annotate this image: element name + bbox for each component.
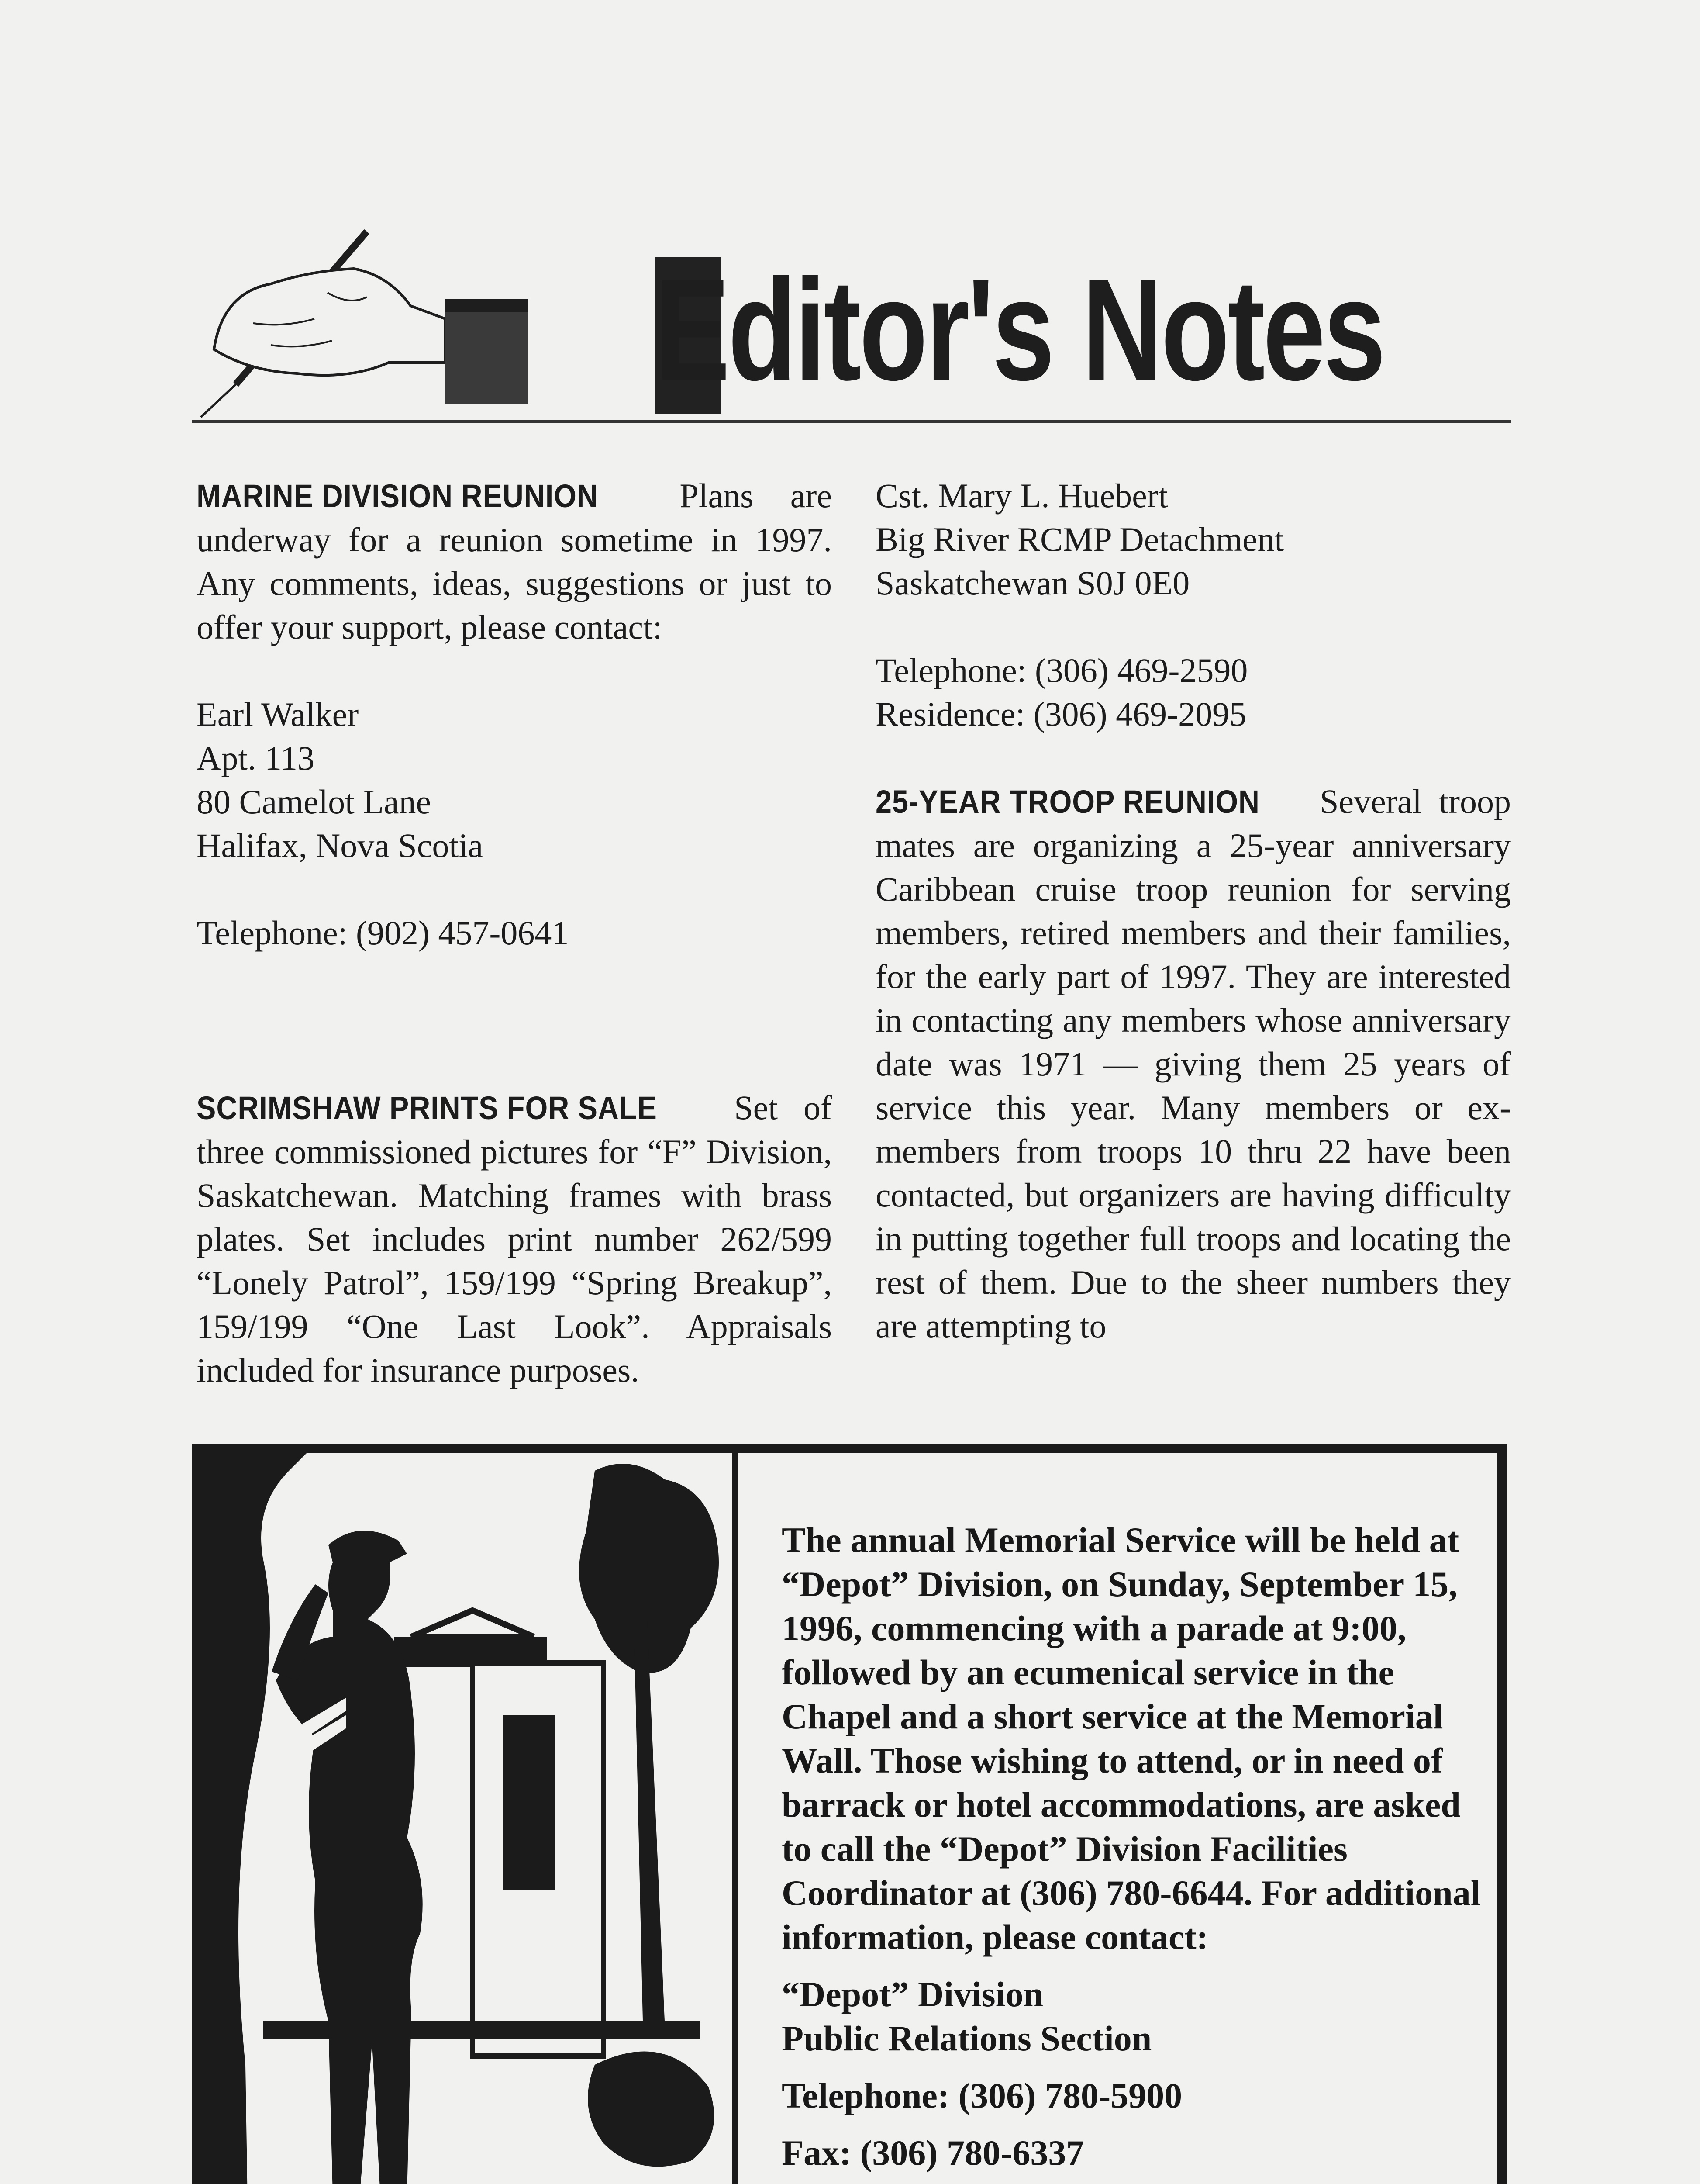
notice-fax: Fax: (306) 780-6337: [782, 2133, 1084, 2173]
notice-text: [782, 1518, 1485, 2184]
contact-name: Earl Walker: [197, 695, 359, 733]
memorial-silhouette-icon: [202, 1453, 732, 2184]
header-rule: [192, 420, 1511, 423]
contact-phone: Telephone: (902) 457-0641: [197, 914, 569, 952]
marine-contact-address: [197, 693, 832, 867]
marine-reunion-body: Plans are underway for a reunion sometime in 1997. Any comments, ideas, suggestions or just to offer your support, please contact:: [197, 477, 832, 646]
huebert-location: Saskatchewan S0J 0E0: [876, 564, 1190, 602]
huebert-contact-address: [876, 474, 1511, 605]
marine-contact-phone-block: [197, 911, 832, 955]
scrimshaw-body: Set of three commissioned pictures for “F” Division, Saskatchewan. Matching frames with brass plates. Set includes print number 262/599 “Lonely Patrol”, 159/199 “Spring Breakup”, 159/199 “One Last Look”. Appraisals included for insurance purposes.: [197, 1089, 832, 1389]
huebert-phones: [876, 649, 1511, 736]
notice-contact-line2: Public Relations Section: [782, 2018, 1152, 2058]
notice-contact-line1: “Depot” Division: [782, 1974, 1044, 2014]
troop-reunion-body: Several troop mates are organizing a 25-year anniversary Caribbean cruise troop reunion for serving members, retired members and their families, for the early part of 1997. They are interested in contacting any members whose anniversary date was 1971 — giving them 25 years of service this year. Many members or ex-members from troops 10 thru 22 have been contacted, but organizers are having difficulty in putting together full troops and locating the rest of them. Due to the sheer numbers they are attempting to: [876, 782, 1511, 1345]
contact-street: 80 Camelot Lane: [197, 783, 431, 821]
notice-body: The annual Memorial Service will be held at “Depot” Division, on Sunday, September 15, 1996, commencing with a parade at 9:00, followed by an ecumenical service in the Chapel and a short service at the Memorial Wall. Those wishing to attend, or in need of barrack or hotel accommodations, are asked to call the “Depot” Division Facilities Coordinator at (306) 780-6644. For additional information, please contact:: [782, 1520, 1481, 1957]
scrimshaw-item: [197, 1086, 832, 1392]
saluting-officer-illustration: [202, 1453, 738, 2184]
contact-apt: Apt. 113: [197, 739, 315, 777]
hand-with-pen-icon: [183, 218, 559, 424]
huebert-name: Cst. Mary L. Huebert: [876, 477, 1168, 515]
troop-reunion-heading: 25-YEAR TROOP REUNION: [876, 784, 1260, 820]
troop-reunion-item: [876, 780, 1511, 1348]
left-column: [197, 474, 832, 1392]
page-title: Editor's Notes: [655, 249, 1384, 410]
huebert-org: Big River RCMP Detachment: [876, 520, 1284, 558]
right-column: [876, 474, 1511, 1348]
huebert-telephone: Telephone: (306) 469-2590: [876, 651, 1248, 689]
contact-city: Halifax, Nova Scotia: [197, 826, 483, 864]
marine-reunion-item: [197, 474, 832, 649]
notice-telephone: Telephone: (306) 780-5900: [782, 2076, 1183, 2115]
huebert-residence: Residence: (306) 469-2095: [876, 695, 1247, 733]
scrimshaw-heading: SCRIMSHAW PRINTS FOR SALE: [197, 1090, 657, 1126]
marine-reunion-heading: MARINE DIVISION REUNION: [197, 478, 598, 514]
